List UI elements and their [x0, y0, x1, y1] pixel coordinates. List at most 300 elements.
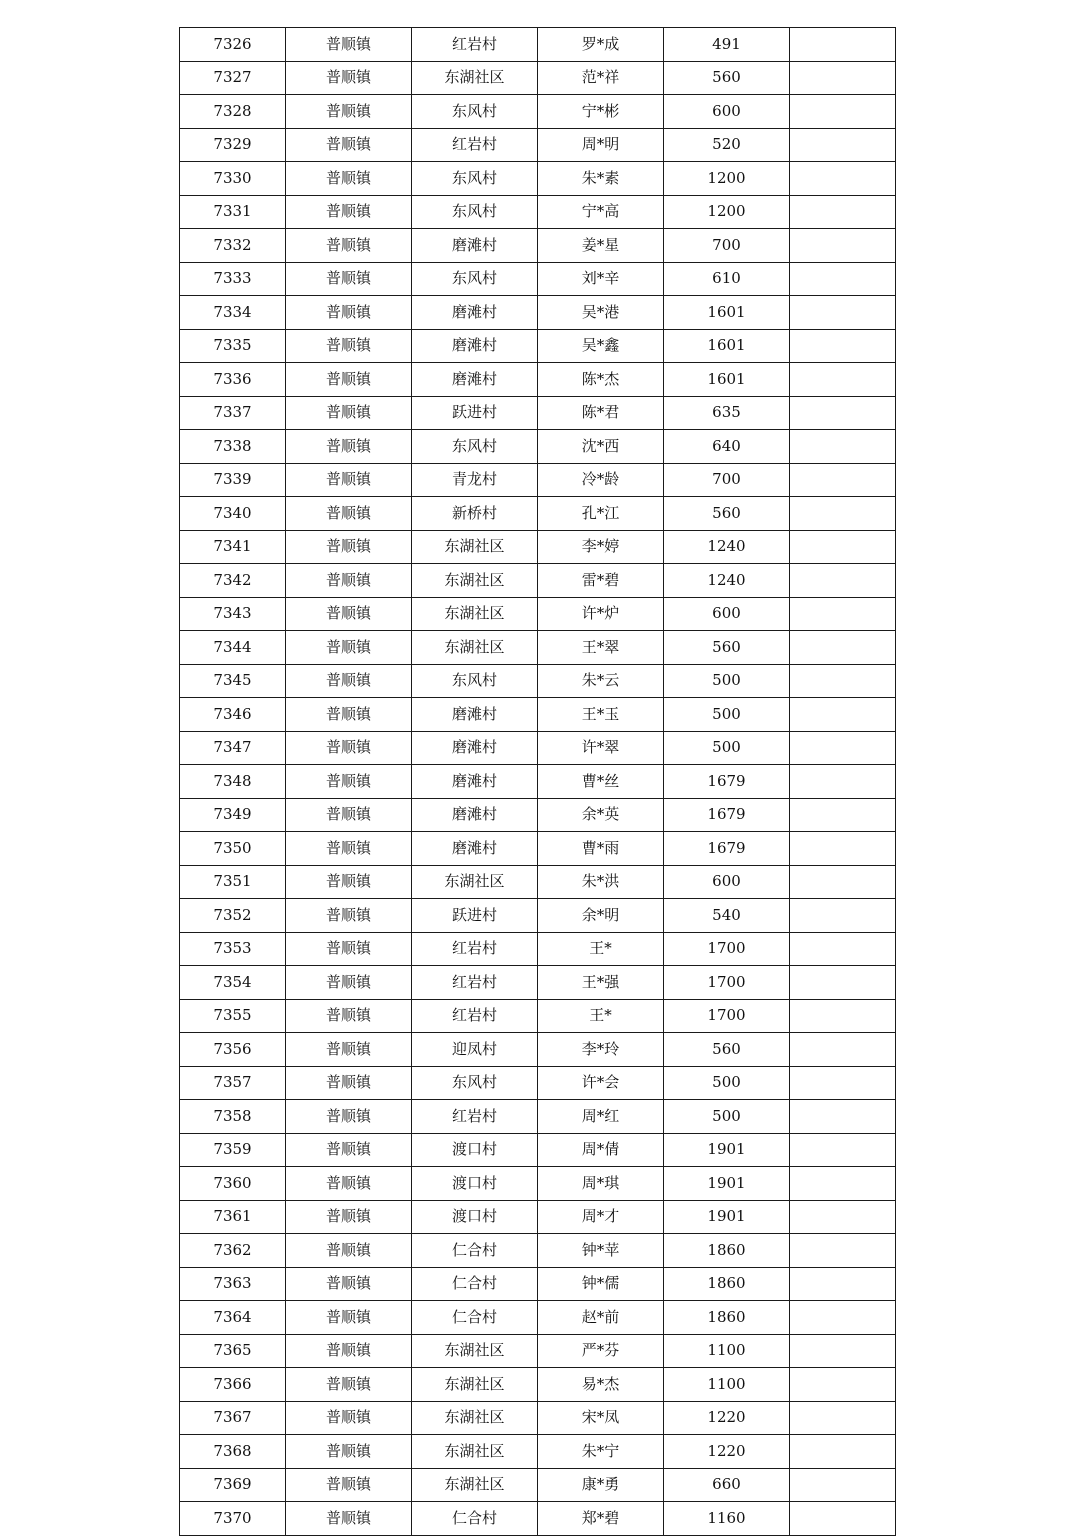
village-cell: 仁合村 [412, 1502, 538, 1536]
seq-cell: 7332 [180, 229, 286, 263]
village-cell: 东风村 [412, 1066, 538, 1100]
note-cell [790, 95, 896, 129]
village-cell: 磨滩村 [412, 329, 538, 363]
table-row [180, 564, 896, 598]
town-cell: 普顺镇 [286, 1200, 412, 1234]
note-cell [790, 932, 896, 966]
table-row [180, 1267, 896, 1301]
note-cell [790, 61, 896, 95]
town-cell: 普顺镇 [286, 798, 412, 832]
seq-cell: 7327 [180, 61, 286, 95]
note-cell [790, 162, 896, 196]
seq-cell: 7357 [180, 1066, 286, 1100]
seq-cell: 7359 [180, 1133, 286, 1167]
table-row [180, 396, 896, 430]
town-cell: 普顺镇 [286, 363, 412, 397]
town-cell: 普顺镇 [286, 1167, 412, 1201]
village-cell: 磨滩村 [412, 765, 538, 799]
name-cell: 许*会 [538, 1066, 664, 1100]
town-cell: 普顺镇 [286, 1301, 412, 1335]
amount-cell: 560 [664, 631, 790, 665]
town-cell: 普顺镇 [286, 999, 412, 1033]
town-cell: 普顺镇 [286, 229, 412, 263]
village-cell: 磨滩村 [412, 229, 538, 263]
name-cell: 王*玉 [538, 698, 664, 732]
name-cell: 周*明 [538, 128, 664, 162]
town-cell: 普顺镇 [286, 932, 412, 966]
village-cell: 东风村 [412, 95, 538, 129]
seq-cell: 7346 [180, 698, 286, 732]
seq-cell: 7334 [180, 296, 286, 330]
seq-cell: 7343 [180, 597, 286, 631]
town-cell: 普顺镇 [286, 296, 412, 330]
amount-cell: 500 [664, 698, 790, 732]
town-cell: 普顺镇 [286, 95, 412, 129]
note-cell [790, 1066, 896, 1100]
seq-cell: 7356 [180, 1033, 286, 1067]
note-cell [790, 396, 896, 430]
table-row [180, 195, 896, 229]
table-row [180, 1066, 896, 1100]
table-row [180, 1502, 896, 1536]
table-row [180, 1334, 896, 1368]
amount-cell: 1901 [664, 1133, 790, 1167]
village-cell: 红岩村 [412, 932, 538, 966]
table-row [180, 1167, 896, 1201]
seq-cell: 7338 [180, 430, 286, 464]
seq-cell: 7364 [180, 1301, 286, 1335]
table-row [180, 1301, 896, 1335]
town-cell: 普顺镇 [286, 865, 412, 899]
amount-cell: 500 [664, 1100, 790, 1134]
name-cell: 沈*西 [538, 430, 664, 464]
seq-cell: 7337 [180, 396, 286, 430]
table-row [180, 530, 896, 564]
seq-cell: 7353 [180, 932, 286, 966]
table-row [180, 1234, 896, 1268]
seq-cell: 7360 [180, 1167, 286, 1201]
table-row [180, 262, 896, 296]
table-row [180, 430, 896, 464]
amount-cell: 1679 [664, 798, 790, 832]
town-cell: 普顺镇 [286, 1334, 412, 1368]
amount-cell: 1240 [664, 564, 790, 598]
note-cell [790, 1301, 896, 1335]
amount-cell: 540 [664, 899, 790, 933]
village-cell: 青龙村 [412, 463, 538, 497]
table-row [180, 95, 896, 129]
town-cell: 普顺镇 [286, 765, 412, 799]
table-row [180, 1368, 896, 1402]
seq-cell: 7352 [180, 899, 286, 933]
seq-cell: 7354 [180, 966, 286, 1000]
village-cell: 红岩村 [412, 966, 538, 1000]
seq-cell: 7362 [180, 1234, 286, 1268]
name-cell: 吴*鑫 [538, 329, 664, 363]
name-cell: 孔*江 [538, 497, 664, 531]
seq-cell: 7368 [180, 1435, 286, 1469]
seq-cell: 7335 [180, 329, 286, 363]
town-cell: 普顺镇 [286, 497, 412, 531]
town-cell: 普顺镇 [286, 1401, 412, 1435]
town-cell: 普顺镇 [286, 631, 412, 665]
note-cell [790, 497, 896, 531]
town-cell: 普顺镇 [286, 1368, 412, 1402]
note-cell [790, 1200, 896, 1234]
village-cell: 东湖社区 [412, 1368, 538, 1402]
town-cell: 普顺镇 [286, 1468, 412, 1502]
town-cell: 普顺镇 [286, 1234, 412, 1268]
village-cell: 东湖社区 [412, 1435, 538, 1469]
amount-cell: 1860 [664, 1267, 790, 1301]
name-cell: 朱*素 [538, 162, 664, 196]
name-cell: 赵*前 [538, 1301, 664, 1335]
note-cell [790, 1033, 896, 1067]
seq-cell: 7355 [180, 999, 286, 1033]
name-cell: 许*炉 [538, 597, 664, 631]
village-cell: 东湖社区 [412, 1334, 538, 1368]
table-row [180, 1100, 896, 1134]
name-cell: 周*琪 [538, 1167, 664, 1201]
village-cell: 东风村 [412, 262, 538, 296]
table-row [180, 698, 896, 732]
village-cell: 磨滩村 [412, 698, 538, 732]
name-cell: 冷*龄 [538, 463, 664, 497]
amount-cell: 1200 [664, 195, 790, 229]
amount-cell: 500 [664, 731, 790, 765]
note-cell [790, 329, 896, 363]
amount-cell: 1901 [664, 1167, 790, 1201]
village-cell: 磨滩村 [412, 363, 538, 397]
note-cell [790, 363, 896, 397]
town-cell: 普顺镇 [286, 1133, 412, 1167]
table-row [180, 631, 896, 665]
amount-cell: 640 [664, 430, 790, 464]
amount-cell: 1860 [664, 1301, 790, 1335]
village-cell: 东风村 [412, 195, 538, 229]
note-cell [790, 1435, 896, 1469]
seq-cell: 7358 [180, 1100, 286, 1134]
amount-cell: 1100 [664, 1334, 790, 1368]
town-cell: 普顺镇 [286, 61, 412, 95]
note-cell [790, 530, 896, 564]
town-cell: 普顺镇 [286, 731, 412, 765]
name-cell: 王*翠 [538, 631, 664, 665]
amount-cell: 1860 [664, 1234, 790, 1268]
amount-cell: 1601 [664, 296, 790, 330]
name-cell: 曹*丝 [538, 765, 664, 799]
note-cell [790, 430, 896, 464]
amount-cell: 700 [664, 463, 790, 497]
seq-cell: 7344 [180, 631, 286, 665]
table-row [180, 463, 896, 497]
town-cell: 普顺镇 [286, 564, 412, 598]
note-cell [790, 1468, 896, 1502]
note-cell [790, 463, 896, 497]
name-cell: 李*婷 [538, 530, 664, 564]
seq-cell: 7370 [180, 1502, 286, 1536]
amount-cell: 660 [664, 1468, 790, 1502]
seq-cell: 7361 [180, 1200, 286, 1234]
village-cell: 磨滩村 [412, 832, 538, 866]
note-cell [790, 1100, 896, 1134]
village-cell: 渡口村 [412, 1133, 538, 1167]
name-cell: 雷*碧 [538, 564, 664, 598]
village-cell: 东湖社区 [412, 564, 538, 598]
table-row [180, 664, 896, 698]
note-cell [790, 1368, 896, 1402]
table-row [180, 765, 896, 799]
name-cell: 余*明 [538, 899, 664, 933]
amount-cell: 610 [664, 262, 790, 296]
seq-cell: 7351 [180, 865, 286, 899]
town-cell: 普顺镇 [286, 1033, 412, 1067]
seq-cell: 7331 [180, 195, 286, 229]
village-cell: 渡口村 [412, 1200, 538, 1234]
town-cell: 普顺镇 [286, 28, 412, 62]
amount-cell: 1240 [664, 530, 790, 564]
note-cell [790, 1167, 896, 1201]
table-row [180, 497, 896, 531]
seq-cell: 7333 [180, 262, 286, 296]
name-cell: 王* [538, 932, 664, 966]
note-cell [790, 128, 896, 162]
town-cell: 普顺镇 [286, 195, 412, 229]
name-cell: 宋*凤 [538, 1401, 664, 1435]
name-cell: 陈*杰 [538, 363, 664, 397]
note-cell [790, 999, 896, 1033]
village-cell: 东风村 [412, 430, 538, 464]
table-row [180, 296, 896, 330]
name-cell: 刘*辛 [538, 262, 664, 296]
name-cell: 罗*成 [538, 28, 664, 62]
amount-cell: 1679 [664, 765, 790, 799]
table-row [180, 1200, 896, 1234]
seq-cell: 7330 [180, 162, 286, 196]
village-cell: 仁合村 [412, 1301, 538, 1335]
town-cell: 普顺镇 [286, 1435, 412, 1469]
table-row [180, 1468, 896, 1502]
note-cell [790, 28, 896, 62]
table-row [180, 229, 896, 263]
amount-cell: 491 [664, 28, 790, 62]
village-cell: 迎凤村 [412, 1033, 538, 1067]
amount-cell: 1679 [664, 832, 790, 866]
table-row [180, 966, 896, 1000]
town-cell: 普顺镇 [286, 396, 412, 430]
village-cell: 东湖社区 [412, 1468, 538, 1502]
note-cell [790, 1502, 896, 1536]
note-cell [790, 229, 896, 263]
village-cell: 东湖社区 [412, 530, 538, 564]
note-cell [790, 564, 896, 598]
table-row [180, 61, 896, 95]
town-cell: 普顺镇 [286, 162, 412, 196]
table-row [180, 329, 896, 363]
town-cell: 普顺镇 [286, 698, 412, 732]
village-cell: 磨滩村 [412, 296, 538, 330]
amount-cell: 600 [664, 865, 790, 899]
village-cell: 红岩村 [412, 999, 538, 1033]
village-cell: 仁合村 [412, 1234, 538, 1268]
amount-cell: 600 [664, 95, 790, 129]
note-cell [790, 1267, 896, 1301]
note-cell [790, 664, 896, 698]
table-row [180, 597, 896, 631]
village-cell: 东湖社区 [412, 631, 538, 665]
table-row [180, 865, 896, 899]
note-cell [790, 296, 896, 330]
town-cell: 普顺镇 [286, 1066, 412, 1100]
table-row [180, 1401, 896, 1435]
town-cell: 普顺镇 [286, 1502, 412, 1536]
name-cell: 朱*洪 [538, 865, 664, 899]
name-cell: 王*强 [538, 966, 664, 1000]
table-row [180, 363, 896, 397]
village-cell: 磨滩村 [412, 798, 538, 832]
name-cell: 郑*碧 [538, 1502, 664, 1536]
seq-cell: 7363 [180, 1267, 286, 1301]
town-cell: 普顺镇 [286, 530, 412, 564]
town-cell: 普顺镇 [286, 832, 412, 866]
note-cell [790, 597, 896, 631]
table-row [180, 798, 896, 832]
note-cell [790, 1401, 896, 1435]
name-cell: 余*英 [538, 798, 664, 832]
village-cell: 东风村 [412, 664, 538, 698]
seq-cell: 7328 [180, 95, 286, 129]
town-cell: 普顺镇 [286, 899, 412, 933]
note-cell [790, 899, 896, 933]
amount-cell: 560 [664, 497, 790, 531]
village-cell: 东风村 [412, 162, 538, 196]
table-row [180, 162, 896, 196]
name-cell: 钟*苹 [538, 1234, 664, 1268]
note-cell [790, 832, 896, 866]
amount-cell: 520 [664, 128, 790, 162]
amount-cell: 1160 [664, 1502, 790, 1536]
note-cell [790, 966, 896, 1000]
amount-cell: 1700 [664, 966, 790, 1000]
name-cell: 易*杰 [538, 1368, 664, 1402]
amount-cell: 1100 [664, 1368, 790, 1402]
town-cell: 普顺镇 [286, 597, 412, 631]
village-cell: 东湖社区 [412, 61, 538, 95]
note-cell [790, 798, 896, 832]
seq-cell: 7367 [180, 1401, 286, 1435]
note-cell [790, 1234, 896, 1268]
village-cell: 渡口村 [412, 1167, 538, 1201]
town-cell: 普顺镇 [286, 262, 412, 296]
seq-cell: 7326 [180, 28, 286, 62]
town-cell: 普顺镇 [286, 463, 412, 497]
table-row [180, 932, 896, 966]
note-cell [790, 631, 896, 665]
amount-cell: 1601 [664, 363, 790, 397]
seq-cell: 7329 [180, 128, 286, 162]
note-cell [790, 262, 896, 296]
seq-cell: 7345 [180, 664, 286, 698]
name-cell: 陈*君 [538, 396, 664, 430]
town-cell: 普顺镇 [286, 128, 412, 162]
note-cell [790, 1334, 896, 1368]
amount-cell: 500 [664, 1066, 790, 1100]
village-cell: 仁合村 [412, 1267, 538, 1301]
village-cell: 东湖社区 [412, 1401, 538, 1435]
amount-cell: 560 [664, 61, 790, 95]
name-cell: 康*勇 [538, 1468, 664, 1502]
amount-cell: 1901 [664, 1200, 790, 1234]
table-row [180, 128, 896, 162]
village-cell: 跃进村 [412, 396, 538, 430]
name-cell: 曹*雨 [538, 832, 664, 866]
name-cell: 钟*儒 [538, 1267, 664, 1301]
name-cell: 周*红 [538, 1100, 664, 1134]
subsidy-roster-table [179, 27, 896, 1536]
table-row [180, 832, 896, 866]
town-cell: 普顺镇 [286, 329, 412, 363]
name-cell: 许*翠 [538, 731, 664, 765]
seq-cell: 7342 [180, 564, 286, 598]
village-cell: 东湖社区 [412, 597, 538, 631]
seq-cell: 7347 [180, 731, 286, 765]
table-row [180, 731, 896, 765]
amount-cell: 1601 [664, 329, 790, 363]
seq-cell: 7350 [180, 832, 286, 866]
town-cell: 普顺镇 [286, 1100, 412, 1134]
village-cell: 新桥村 [412, 497, 538, 531]
name-cell: 范*祥 [538, 61, 664, 95]
amount-cell: 500 [664, 664, 790, 698]
amount-cell: 1220 [664, 1435, 790, 1469]
town-cell: 普顺镇 [286, 966, 412, 1000]
name-cell: 朱*宁 [538, 1435, 664, 1469]
seq-cell: 7349 [180, 798, 286, 832]
amount-cell: 560 [664, 1033, 790, 1067]
amount-cell: 600 [664, 597, 790, 631]
name-cell: 吴*港 [538, 296, 664, 330]
table-row [180, 1133, 896, 1167]
village-cell: 磨滩村 [412, 731, 538, 765]
town-cell: 普顺镇 [286, 1267, 412, 1301]
village-cell: 红岩村 [412, 128, 538, 162]
seq-cell: 7339 [180, 463, 286, 497]
village-cell: 东湖社区 [412, 865, 538, 899]
seq-cell: 7336 [180, 363, 286, 397]
table-body [180, 28, 896, 1536]
name-cell: 周*倩 [538, 1133, 664, 1167]
village-cell: 红岩村 [412, 1100, 538, 1134]
note-cell [790, 195, 896, 229]
village-cell: 红岩村 [412, 28, 538, 62]
seq-cell: 7369 [180, 1468, 286, 1502]
note-cell [790, 765, 896, 799]
seq-cell: 7341 [180, 530, 286, 564]
seq-cell: 7348 [180, 765, 286, 799]
name-cell: 王* [538, 999, 664, 1033]
name-cell: 李*玲 [538, 1033, 664, 1067]
note-cell [790, 1133, 896, 1167]
table-row [180, 28, 896, 62]
seq-cell: 7366 [180, 1368, 286, 1402]
table-row [180, 899, 896, 933]
name-cell: 姜*星 [538, 229, 664, 263]
note-cell [790, 698, 896, 732]
amount-cell: 1700 [664, 932, 790, 966]
town-cell: 普顺镇 [286, 664, 412, 698]
name-cell: 宁*高 [538, 195, 664, 229]
note-cell [790, 865, 896, 899]
